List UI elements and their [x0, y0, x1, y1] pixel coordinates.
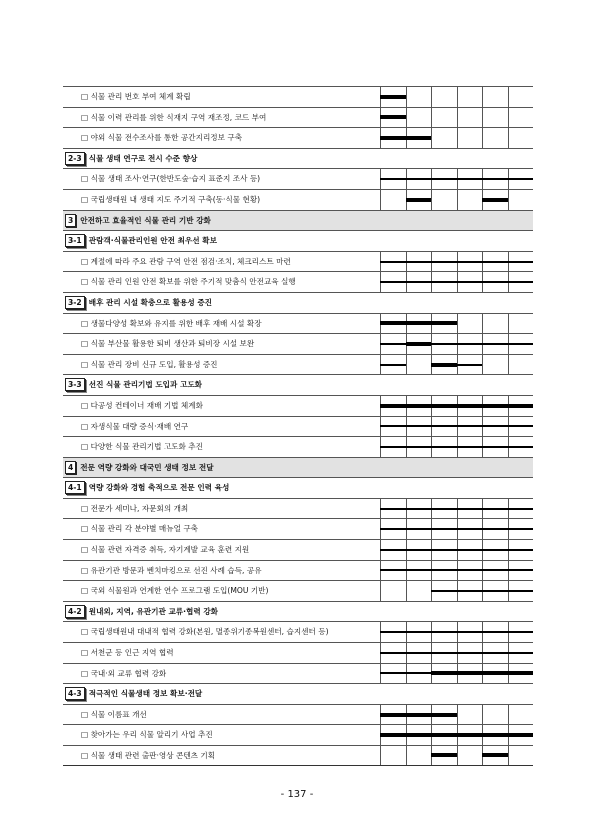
schedule-cell	[482, 705, 508, 725]
schedule-bar	[431, 671, 533, 675]
schedule-cell	[508, 128, 534, 148]
schedule-cell	[380, 581, 406, 601]
row-text: 전문 역량 강화와 대국민 생태 정보 전달	[80, 462, 214, 472]
heading-label	[63, 375, 533, 395]
schedule-cell	[406, 87, 432, 107]
heading-number-box: 3-3	[65, 378, 85, 391]
task-row	[63, 724, 533, 745]
schedule-cell	[406, 581, 432, 601]
task-label	[63, 664, 380, 684]
task-row	[63, 642, 533, 663]
schedule-cell	[406, 108, 432, 128]
task-label	[63, 190, 380, 210]
task-label	[63, 561, 380, 581]
schedule-cell	[508, 355, 534, 375]
task-row	[63, 313, 533, 334]
task-row	[63, 251, 533, 272]
schedule-cells	[380, 334, 533, 354]
heading-number-box: 4-3	[65, 687, 85, 700]
schedule-bar	[380, 733, 533, 737]
schedule-cell	[406, 355, 432, 375]
heading-number-box: 4	[65, 461, 76, 474]
heading-number-box: 4-2	[65, 605, 85, 618]
row-text: 식물 생태 연구로 전시 수준 향상	[88, 153, 198, 163]
schedule-bar	[406, 198, 432, 202]
task-label	[63, 252, 380, 272]
schedule-cells	[380, 622, 533, 642]
schedule-cell	[508, 705, 534, 725]
schedule-cell	[457, 314, 483, 334]
task-label	[63, 272, 380, 292]
schedule-bar	[380, 136, 431, 140]
task-row	[63, 436, 533, 457]
row-text: □ 식물 이력 관리를 위한 식재지 구역 재조정, 코드 부여	[81, 112, 267, 122]
task-row	[63, 745, 533, 766]
row-text: □ 계절에 따라 주요 관람 구역 안전 점검·조치, 체크리스트 마련	[81, 256, 291, 266]
task-row	[63, 395, 533, 416]
row-text: 역량 강화와 경험 축적으로 전문 인력 육성	[88, 483, 230, 493]
schedule-cell	[508, 190, 534, 210]
schedule-bar	[431, 363, 457, 367]
task-row	[63, 663, 533, 684]
task-label	[63, 519, 380, 539]
schedule-cell	[457, 128, 483, 148]
subsection-header-row	[63, 683, 533, 704]
schedule-bar	[380, 281, 533, 283]
schedule-cell	[482, 314, 508, 334]
schedule-cells	[380, 128, 533, 148]
task-row	[63, 498, 533, 519]
schedule-cells	[380, 190, 533, 210]
row-text: □ 서천군 등 인근 지역 협력	[81, 648, 174, 658]
schedule-cells	[380, 314, 533, 334]
heading-label	[63, 149, 533, 169]
task-label	[63, 437, 380, 457]
schedule-cells	[380, 355, 533, 375]
schedule-bar	[380, 321, 457, 325]
task-row	[63, 86, 533, 107]
schedule-bar	[380, 631, 533, 633]
schedule-bar	[380, 95, 406, 99]
heading-label	[63, 602, 533, 622]
row-text: 배후 관리 시설 확충으로 활용성 증진	[88, 297, 212, 307]
schedule-bar	[431, 343, 533, 345]
schedule-cell	[508, 314, 534, 334]
schedule-cell	[508, 87, 534, 107]
schedule-cells	[380, 437, 533, 457]
heading-label	[63, 458, 533, 478]
schedule-cells	[380, 87, 533, 107]
task-label	[63, 108, 380, 128]
schedule-cells	[380, 725, 533, 745]
task-row	[63, 704, 533, 725]
task-row	[63, 354, 533, 375]
schedule-bar	[482, 198, 508, 202]
heading-label	[63, 211, 533, 231]
subsection-header-row	[63, 601, 533, 622]
task-label	[63, 169, 380, 189]
row-text: 관람객·식물관리인원 안전 최우선 확보	[88, 236, 217, 246]
schedule-bar	[380, 178, 533, 180]
row-text: □ 국립생태원 내 생태 지도 주기적 구축(동·식물 현황)	[81, 194, 261, 204]
schedule-bar	[380, 508, 533, 510]
schedule-bar	[380, 446, 533, 448]
heading-number-box: 3-2	[65, 296, 85, 309]
row-text: □ 국내·외 교류 협력 강화	[81, 668, 167, 678]
row-text: □ 자생식물 대량 증식·재배 연구	[81, 421, 189, 431]
schedule-cell	[482, 87, 508, 107]
schedule-cells	[380, 396, 533, 416]
row-text: □ 생물다양성 확보와 유지를 위한 배후 재배 시설 확장	[81, 318, 262, 328]
schedule-cell	[431, 190, 457, 210]
task-row	[63, 621, 533, 642]
schedule-bar	[431, 753, 457, 757]
row-text: □ 다양한 식물 관리기법 고도화 추진	[81, 442, 203, 452]
row-text: □ 식물 생태 관련 출판·영상 콘텐츠 기획	[81, 751, 216, 760]
schedule-cells	[380, 169, 533, 189]
schedule-cell	[431, 87, 457, 107]
heading-label	[63, 231, 533, 251]
task-row	[63, 416, 533, 437]
task-label	[63, 746, 380, 765]
row-text: □ 야외 식물 전수조사를 통한 공간지리정보 구축	[81, 133, 243, 143]
task-row	[63, 560, 533, 581]
schedule-cell	[457, 190, 483, 210]
heading-number-box: 2-3	[65, 152, 85, 165]
schedule-cells	[380, 664, 533, 684]
schedule-cell	[482, 355, 508, 375]
row-text: □ 식물 관리 인원 안전 확보를 위한 주기적 맞춤식 안전교육 실행	[81, 277, 296, 287]
schedule-cells	[380, 417, 533, 437]
schedule-bar	[380, 261, 533, 263]
row-text: □ 유관기관 방문과 벤치마킹으로 선진 사례 습득, 공유	[81, 565, 262, 575]
task-row	[63, 539, 533, 560]
section-header-row	[63, 210, 533, 231]
schedule-bar	[482, 753, 508, 757]
subsection-header-row	[63, 477, 533, 498]
schedule-cell	[431, 128, 457, 148]
task-label	[63, 417, 380, 437]
schedule-bar	[380, 652, 533, 654]
heading-label	[63, 293, 533, 313]
task-label	[63, 396, 380, 416]
task-row	[63, 271, 533, 292]
task-label	[63, 334, 380, 354]
row-text: □ 식물 관련 자격증 취득, 자기계발 교육 훈련 지원	[81, 545, 250, 555]
task-row	[63, 189, 533, 210]
schedule-cells	[380, 643, 533, 663]
row-text: □ 식물 부산물 활용한 퇴비 생산과 퇴비장 시설 보완	[81, 339, 255, 349]
schedule-bar	[380, 672, 431, 674]
row-text: □ 국외 식물원과 연계한 연수 프로그램 도입(MOU 기반)	[81, 586, 269, 596]
subsection-header-row	[63, 230, 533, 251]
page-number: - 137 -	[280, 789, 314, 800]
row-text: □ 식물 관리 장비 신규 도입, 활용성 증진	[81, 359, 218, 369]
row-text: □ 식물 이름표 개선	[81, 709, 147, 719]
schedule-cell	[380, 190, 406, 210]
subsection-header-row	[63, 374, 533, 395]
schedule-bar	[380, 404, 533, 408]
schedule-cell	[457, 705, 483, 725]
schedule-bar	[380, 425, 533, 427]
schedule-cell	[457, 87, 483, 107]
task-label	[63, 540, 380, 560]
row-text: 원내외, 지역, 유관기관 교류·협력 강화	[88, 606, 218, 616]
row-text: 선진 식물 관리기법 도입과 고도화	[88, 380, 203, 390]
section-header-row	[63, 457, 533, 478]
row-text: 적극적인 식물생태 정보 확보·전달	[88, 689, 203, 699]
schedule-bar	[380, 528, 533, 530]
task-label	[63, 128, 380, 148]
schedule-cell	[482, 108, 508, 128]
heading-label	[63, 684, 533, 704]
task-row	[63, 518, 533, 539]
schedule-bar	[380, 115, 406, 119]
schedule-cells	[380, 108, 533, 128]
heading-label	[63, 478, 533, 498]
schedule-cell	[380, 746, 406, 765]
heading-number-box: 3	[65, 214, 76, 227]
task-label	[63, 314, 380, 334]
task-label	[63, 643, 380, 663]
schedule-bar	[380, 713, 457, 717]
schedule-cells	[380, 499, 533, 519]
task-row	[63, 107, 533, 128]
row-text: □ 식물 관리 번호 부여 체계 확립	[81, 92, 191, 101]
schedule-bar	[380, 364, 406, 366]
heading-number-box: 4-1	[65, 481, 85, 494]
schedule-cells	[380, 561, 533, 581]
schedule-bar	[380, 549, 533, 551]
row-text: 안전하고 효율적인 식물 관리 기반 강화	[80, 215, 211, 225]
schedule-cell	[508, 746, 534, 765]
row-text: □ 다공성 컨테이너 재배 기법 체계화	[81, 400, 203, 410]
schedule-cells	[380, 252, 533, 272]
schedule-cell	[457, 108, 483, 128]
task-label	[63, 725, 380, 745]
row-text: □ 식물 생태 조사·연구(한반도숲·습지 표준지 조사 등)	[81, 174, 261, 184]
schedule-bar	[380, 569, 533, 571]
task-row	[63, 168, 533, 189]
schedule-cell	[482, 128, 508, 148]
schedule-cells	[380, 519, 533, 539]
schedule-cells	[380, 581, 533, 601]
task-label	[63, 581, 380, 601]
task-label	[63, 705, 380, 725]
row-text: □ 국립생태원내 대내적 협력 강화(본원, 멸종위기종복원센터, 습지센터 등)	[81, 627, 329, 637]
schedule-bar	[431, 590, 533, 592]
task-label	[63, 355, 380, 375]
schedule-bar	[457, 364, 483, 366]
row-text: □ 찾아가는 우리 식물 알리기 사업 추진	[81, 730, 213, 740]
heading-number-box: 3-1	[65, 234, 85, 247]
schedule-bar	[406, 342, 432, 346]
schedule-cells	[380, 540, 533, 560]
schedule-cells	[380, 705, 533, 725]
schedule-bar	[380, 343, 406, 345]
schedule-cells	[380, 746, 533, 765]
row-text: □ 식물 관리 각 분야별 매뉴얼 구축	[81, 524, 199, 534]
task-label	[63, 622, 380, 642]
task-row	[63, 333, 533, 354]
schedule-cell	[406, 746, 432, 765]
schedule-cell	[508, 108, 534, 128]
schedule-cell	[457, 746, 483, 765]
subsection-header-row	[63, 292, 533, 313]
subsection-header-row	[63, 148, 533, 169]
task-label	[63, 499, 380, 519]
plan-table	[63, 86, 533, 766]
task-row	[63, 580, 533, 601]
row-text: □ 전문가 세미나, 자문회의 개최	[81, 503, 189, 513]
schedule-cell	[431, 108, 457, 128]
task-row	[63, 127, 533, 148]
task-label	[63, 87, 380, 107]
schedule-cells	[380, 272, 533, 292]
